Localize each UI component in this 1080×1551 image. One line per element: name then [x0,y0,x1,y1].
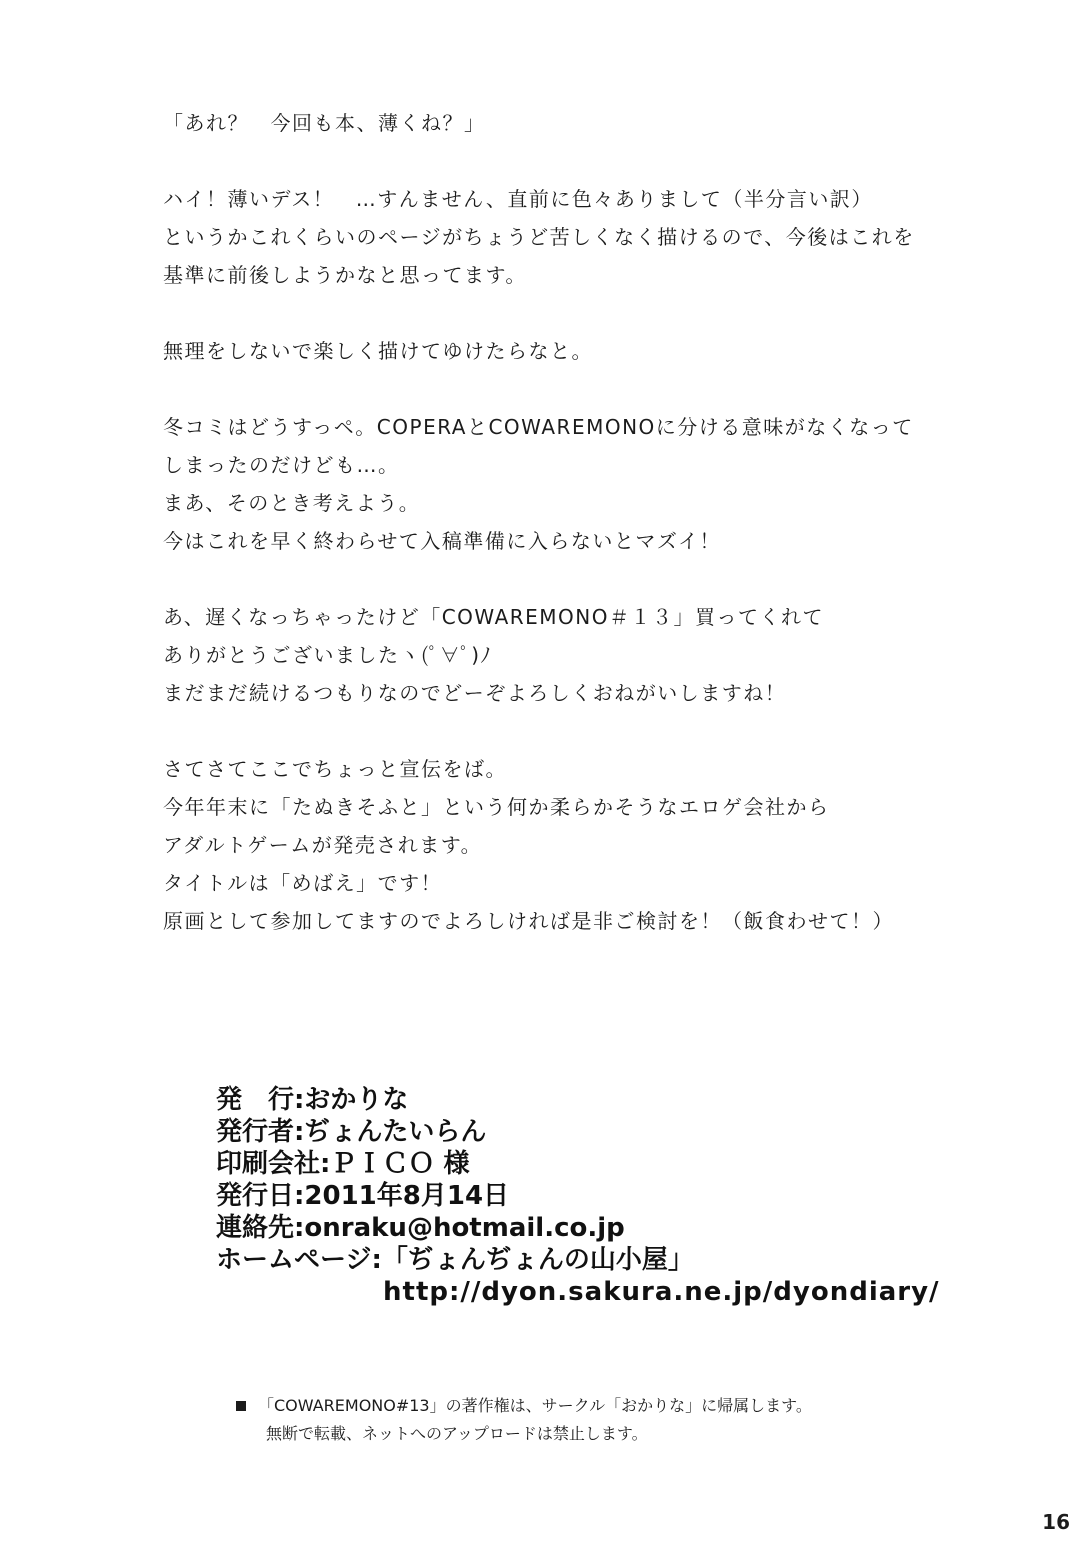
afterword-line: ありがとうございましたヽ(ﾟ∀ﾟ)ﾉ [163,643,493,667]
afterword-line: 「あれ？ 今回も本、薄くね？」 [163,111,486,135]
afterword-text [163,104,1023,940]
colophon [216,1084,940,1308]
afterword-line: 無理をしないで楽しく描けてゆけたらなと。 [163,339,593,363]
afterword-line: 基準に前後しようかなと思ってます。 [163,263,527,287]
afterword-line: しまったのだけども…。 [163,453,400,477]
colophon-url: http://dyon.sakura.ne.jp/dyondiary/ [383,1277,940,1307]
paragraph-gap [163,294,1023,332]
afterword-line: まだまだ続けるつもりなのでどーぞよろしくおねがいしますね！ [163,681,787,705]
afterword-line: あ、遅くなっちゃったけど「COWAREMONO＃１３」買ってくれて [163,605,825,629]
colophon-printer: 印刷会社:ＰＩＣＯ 様 [216,1149,470,1179]
afterword-line: まあ、そのとき考えよう。 [163,491,421,515]
paragraph-gap [163,370,1023,408]
afterword-line: 今はこれを早く終わらせて入稿準備に入らないとマズイ！ [163,529,721,553]
colophon-homepage: ホームページ:「ぢょんぢょんの山小屋」 [216,1245,694,1275]
afterword-line: というかこれくらいのページがちょうど苦しくなく描けるので、今後はこれを [163,225,915,249]
paragraph-gap [163,712,1023,750]
notice-copyright: 「COWAREMONO#13」の著作権は、サークル「おかりな」に帰属します。 [258,1396,812,1415]
afterword-line: 今年年末に「たぬきそふと」という何か柔らかそうなエロゲ会社から [163,795,830,819]
notice-row [236,1420,956,1448]
afterword-line: ハイ！薄いデス！ …すんません、直前に色々ありまして（半分言い訳） [163,187,873,211]
afterword-line: アダルトゲームが発売されます。 [163,833,483,857]
paragraph-gap [163,560,1023,598]
colophon-contact: 連絡先:onraku@hotmail.co.jp [216,1213,625,1243]
afterword-line: さてさてここでちょっと宣伝をば。 [163,757,507,781]
afterword-line: 原画として参加してますのでよろしければ是非ご検討を！（飯食わせて！） [163,909,894,933]
colophon-issuer: 発行者:ぢょんたいらん [216,1117,487,1147]
square-bullet-icon [236,1401,246,1411]
colophon-date: 発行日:2011年8月14日 [216,1181,510,1211]
notice-row [236,1392,956,1420]
afterword-line: タイトルは「めばえ」です！ [163,871,443,895]
paragraph-gap [163,142,1023,180]
colophon-publisher: 発 行:おかりな [216,1085,409,1115]
copyright-notice [236,1392,956,1448]
page-number: 16 [1042,1510,1070,1534]
notice-prohibition: 無断で転載、ネットへのアップロードは禁止します。 [266,1424,648,1443]
afterword-line: 冬コミはどうすっペ。COPERAとCOWAREMONOに分ける意味がなくなって [163,415,914,439]
